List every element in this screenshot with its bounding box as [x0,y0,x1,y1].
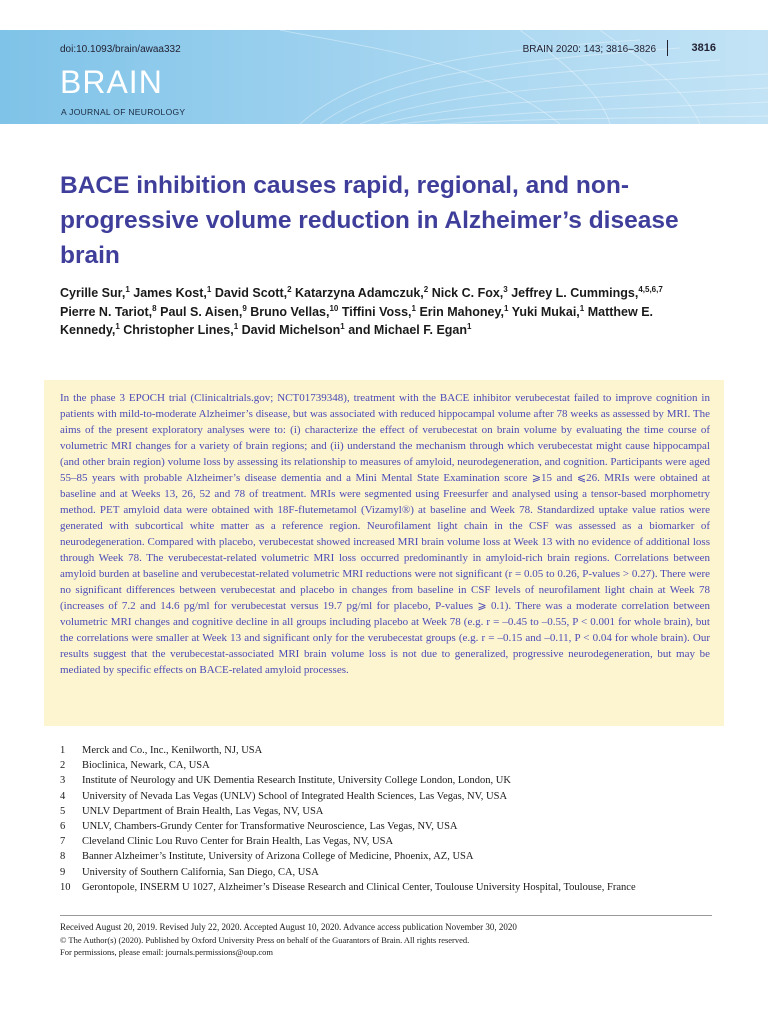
affiliation-text: Cleveland Clinic Lou Ruvo Center for Brain Health, Las Vegas, NV, USA [82,836,394,848]
affiliation-text: Banner Alzheimer’s Institute, University of Arizona College of Medicine, Phoenix, AZ, USA [82,851,474,863]
affiliation-item [60,819,720,834]
affiliation-number: 1 [60,745,66,756]
affiliation-item [60,849,720,864]
author-name: David Scott, [214,286,288,300]
affiliation-number: 3 [60,775,66,787]
affiliation-number: 2 [60,760,66,772]
author-name: Tiffini Voss, [341,304,412,319]
paper-title: BACE inhibition causes rapid, regional, and non-progressive volume reduction in Alzheimer’s disease brain [60,172,679,269]
author-name: Katarzyna Adamczuk, [295,286,424,300]
author-affiliation-marker: 8 [152,303,157,313]
author-affiliation-marker: 10 [329,303,339,313]
copyright-notice: © The Author(s) (2020). Published by Oxford University Press on behalf of the Guarantors of Brain. All rights reserved. [60,934,470,945]
affiliation-item [60,789,720,804]
author-name: Yuki Mukai, [511,304,580,319]
affiliation-item [60,743,720,758]
author-name: Nick C. Fox, [431,286,504,300]
affiliation-number: 4 [60,790,66,802]
abstract-text: In the phase 3 EPOCH trial (Clinicaltrials.gov; NCT01739348), treatment with the BACE inhibitor verubecestat failed to improve cognition in patients with mild-to-moderate Alzheimer’s disease, but was associated with reduced hippocampal volume after 78 weeks as assessed by MRI. The aims of the present exploratory analyses were to: (i) characterize the effect of verubecestat on brain volume by evaluating the time course of volumetric MRI changes for a variety of brain regions; and (ii) understand the mechanism through which verubecestat might cause hippocampal (and other brain region) volume loss by assessing its relationship to measures of amyloid, neurodegeneration, and cognition. Participants were aged 55–85 years with probable Alzheimer’s disease dementia and a Mini Mental State Examination score ⩾15 and ⩽26. MRIs were obtained at baseline and at Weeks 13, 26, 52 and 78 of treatment. MRIs were segmented using Freesurfer and analysed using a tensor-based morphometry method. PET amyloid data were obtained with 18F-flutemetamol (Vizamyl®) at baseline and Week 78. Standardized uptake value ratios were generated with subcortical white matter as a reference region. Neurofilament light chain in the CSF was assessed as a biomarker of neurodegeneration. Compared with placebo, verubecestat showed increased MRI brain volume loss at Week 13 with no evidence of additional loss through Week 78. The verubecestat-related volumetric MRI loss occurred predominantly in amyloid-rich brain regions. Correlations between amyloid burden at baseline and verubecestat-related volumetric MRI reductions were not significant (r = 0.05 to 0.26, P-values > 0.27). There were no significant differences between verubecestat and placebo in changes from baseline in CSF levels of neurofilament light chain at Week 78 (increases of 7.2 and 14.6 pg/ml for verubecestat versus 19.7 pg/ml for placebo, P-values ⩾ 0.1). There was a moderate correlation between volumetric MRI changes and cognitive decline in all groups including placebo at Week 78 (e.g. r = –0.45 to –0.55, P < 0.001 for whole brain), but the correlations were smaller at Week 13 and significant only for the verubecestat groups (e.g. r = –0.15 and –0.11, P < 0.04 for whole brain). Our results suggest that the verubecestat-associated MRI brain volume loss is not due to generalized, progressive neurodegeneration, but may be mediated by specific effects on BACE-related amyloid processes. [60,392,710,676]
citation-text: BRAIN 2020: 143; 3816–3826 [522,44,656,55]
author-name: Cyrille Sur, [60,286,126,300]
affiliation-text: Merck and Co., Inc., Kenilworth, NJ, USA [82,745,263,756]
affiliation-item [60,758,720,773]
affiliation-number: 8 [60,851,66,863]
affiliation-number: 7 [60,836,66,848]
affiliation-text: Bioclinica, Newark, CA, USA [82,760,210,772]
author-affiliation-marker: 1 [233,322,239,331]
author-name: Matthew E. Kennedy, [60,304,654,337]
author-affiliation-marker: 1 [503,303,509,313]
affiliation-number: 5 [60,805,66,817]
affiliation-item [60,773,720,788]
author-affiliation-marker: 9 [242,303,247,313]
author-affiliation-marker: 1 [125,285,130,294]
author-name: Pierre N. Tariot, [60,304,153,319]
affiliation-text: University of Nevada Las Vegas (UNLV) School of Integrated Health Sciences, Las Vegas, NV, USA [82,790,508,802]
author-name: James Kost, [133,286,207,300]
author-list [60,284,700,340]
author-affiliation-marker: 1 [411,303,416,313]
author-name: Christopher Lines, [123,323,234,337]
author-affiliation-marker: 1 [115,322,120,331]
author-name: David Michelson [241,323,341,337]
doi-text[interactable]: doi:10.1093/brain/awaa332 [60,44,181,55]
footer-rule [60,915,712,916]
page-number: 3816 [691,42,716,54]
author-affiliation-marker: 1 [579,303,585,313]
author-affiliation-marker: 4,5,6,7 [638,285,663,294]
author-affiliation-marker: 1 [206,285,212,294]
author-name: Erin Mahoney, [419,304,504,319]
affiliation-item [60,804,720,819]
affiliation-text: University of Southern California, San Diego, CA, USA [82,866,319,878]
journal-logo: BRAIN [60,64,163,100]
author-name: Bruno Vellas, [250,304,330,319]
header-divider [667,40,668,56]
affiliation-text: Institute of Neurology and UK Dementia Research Institute, University College London, London, UK [82,775,511,787]
author-name: Jeffrey L. Cummings, [511,286,639,300]
author-affiliation-marker: 2 [423,285,429,294]
affiliation-item [60,865,720,880]
journal-subtitle: A JOURNAL OF NEUROLOGY [61,107,186,117]
affiliation-text: Gerontopole, INSERM U 1027, Alzheimer’s Disease Research and Clinical Center, Toulouse University Hospital, Toulouse, France [82,881,636,893]
author-affiliation-marker: 2 [287,285,292,294]
received-dates: Received August 20, 2019. Revised July 22, 2020. Accepted August 10, 2020. Advance access publication November 30, 2020 [60,922,517,932]
article-footer [60,921,720,959]
affiliation-list [60,743,720,895]
affiliation-number: 10 [60,881,71,893]
affiliation-item [60,834,720,849]
author-name: and Michael F. Egan [348,323,468,337]
affiliation-number: 9 [60,866,66,878]
affiliation-text: UNLV, Chambers-Grundy Center for Transformative Neuroscience, Las Vegas, NV, USA [82,821,458,833]
affiliation-number: 6 [60,821,66,833]
permissions-notice[interactable]: For permissions, please email: journals.permissions@oup.com [60,947,273,957]
author-affiliation-marker: 1 [340,322,345,331]
affiliation-item [60,880,720,895]
affiliation-text: UNLV Department of Brain Health, Las Vegas, NV, USA [82,805,324,817]
author-name: Paul S. Aisen, [160,304,243,319]
author-affiliation-marker: 3 [503,285,508,294]
abstract-box [44,380,724,726]
author-affiliation-marker: 1 [467,322,472,331]
